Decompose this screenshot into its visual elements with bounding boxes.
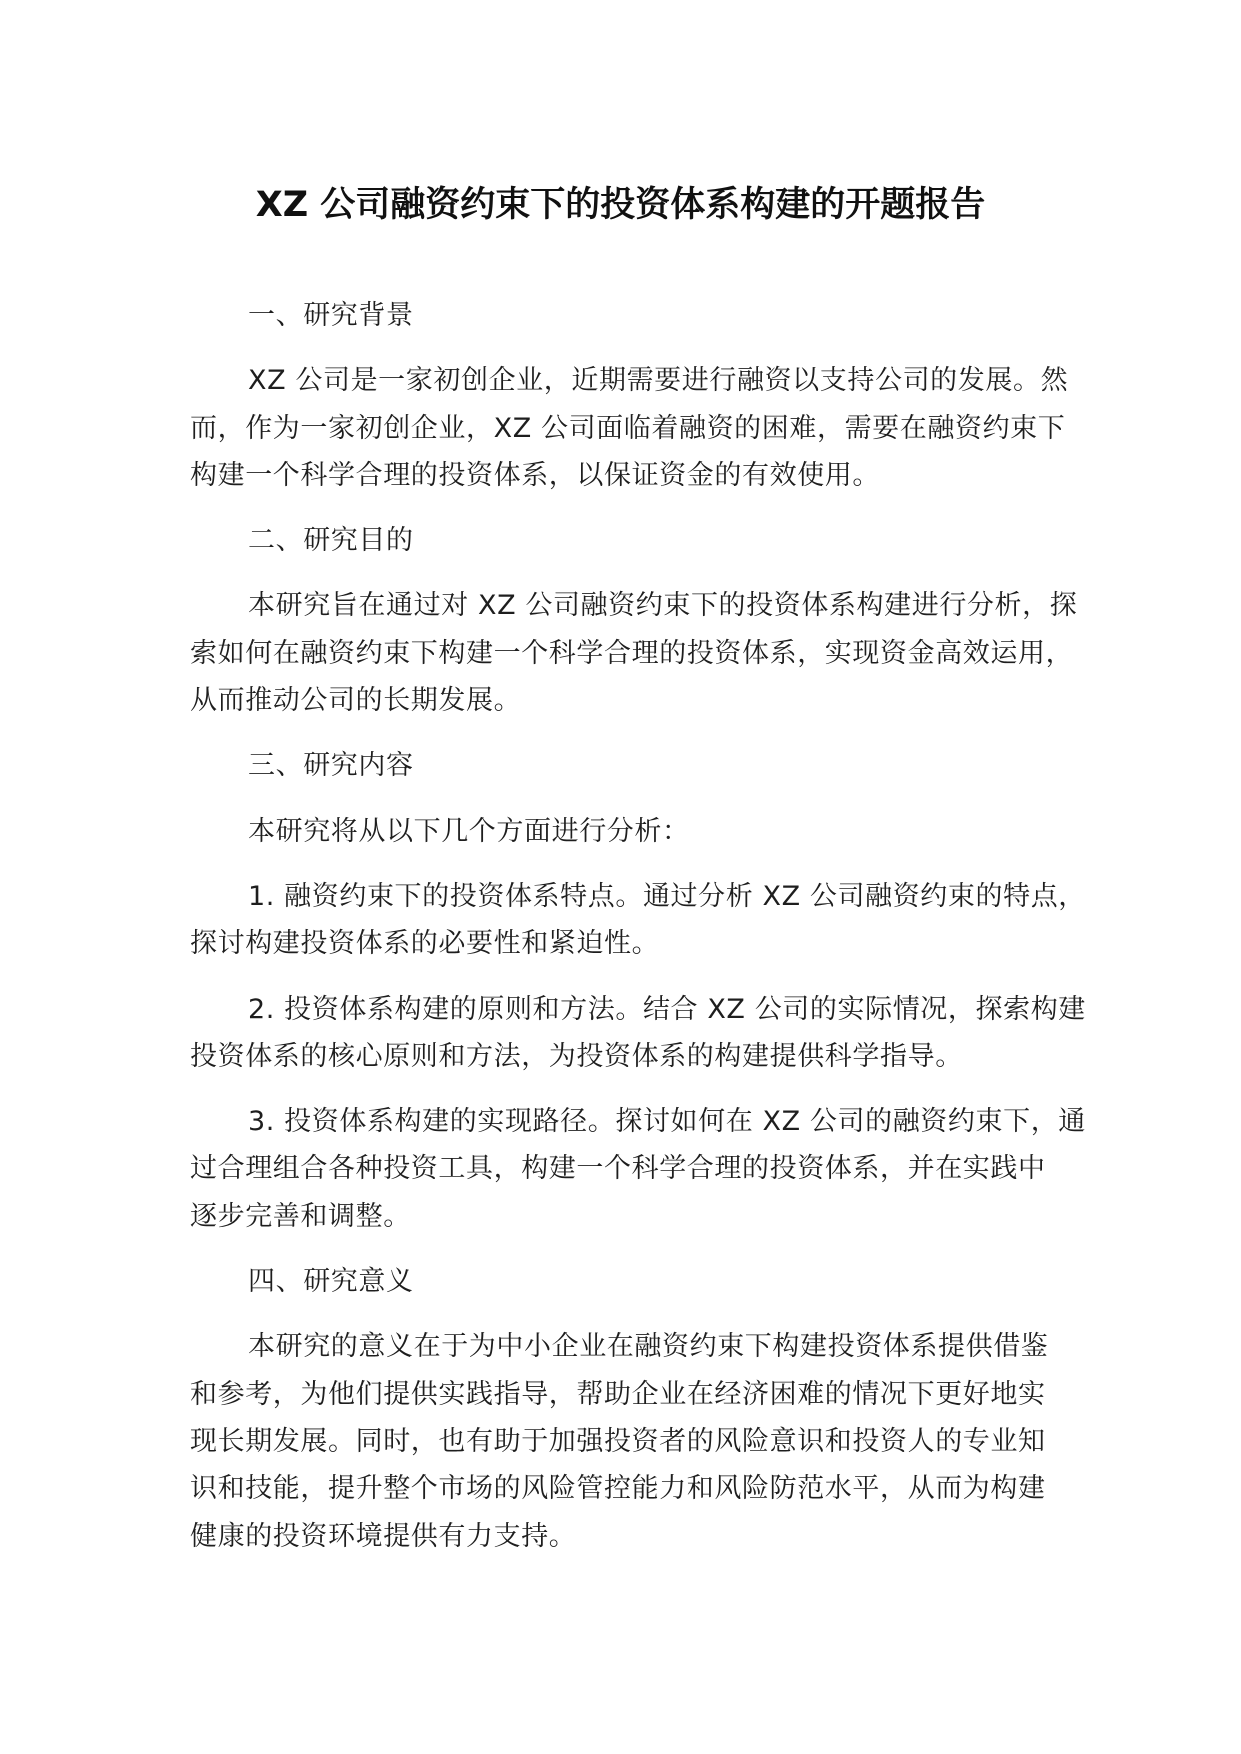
section-heading-text: 三、研究内容: [248, 750, 414, 782]
paragraph-line: 从而推动公司的长期发展。: [190, 685, 522, 717]
paragraph-line: 本研究旨在通过对 XZ 公司融资约束下的投资体系构建进行分析，探: [248, 590, 1078, 622]
paragraph-line: 而，作为一家初创企业，XZ 公司面临着融资的困难，需要在融资约束下: [190, 412, 1066, 444]
paragraph-line: 2. 投资体系构建的原则和方法。结合 XZ 公司的实际情况，探索构建: [248, 993, 1086, 1025]
paragraph-line: 索如何在融资约束下构建一个科学合理的投资体系，实现资金高效运用，: [190, 637, 1074, 669]
list-item: [190, 986, 1150, 1081]
section-heading: [190, 1258, 1150, 1305]
paragraph-line: 构建一个科学合理的投资体系，以保证资金的有效使用。: [190, 459, 880, 491]
paragraph-line: 逐步完善和调整。: [190, 1200, 411, 1232]
list-item: [190, 1098, 1150, 1240]
section-heading-text: 一、研究背景: [248, 300, 414, 331]
section-heading: [190, 517, 1150, 564]
list-item: [190, 873, 1150, 968]
paragraph-line: 健康的投资环境提供有力支持。: [190, 1520, 577, 1552]
paragraph-line: 过合理组合各种投资工具，构建一个科学合理的投资体系，并在实践中: [190, 1153, 1046, 1185]
paragraph-line: 本研究将从以下几个方面进行分析：: [248, 815, 690, 847]
section-heading: [190, 292, 1150, 339]
paragraph-line: 投资体系的核心原则和方法，为投资体系的构建提供科学指导。: [190, 1040, 963, 1072]
paragraph: [190, 357, 1150, 499]
paragraph-line: 本研究的意义在于为中小企业在融资约束下构建投资体系提供借鉴: [248, 1331, 1049, 1363]
section-heading: [190, 742, 1150, 789]
document-body: [190, 292, 1150, 1560]
paragraph-line: 现长期发展。同时，也有助于加强投资者的风险意识和投资人的专业知: [190, 1425, 1046, 1457]
paragraph: [190, 808, 1150, 855]
paragraph: [190, 1323, 1150, 1559]
paragraph-line: 探讨构建投资体系的必要性和紧迫性。: [190, 928, 660, 960]
section-heading-text: 二、研究目的: [248, 525, 414, 557]
document-title: XZ 公司融资约束下的投资体系构建的开题报告: [255, 185, 986, 225]
paragraph-line: 3. 投资体系构建的实现路径。探讨如何在 XZ 公司的融资约束下，通: [248, 1106, 1086, 1138]
paragraph-line: XZ 公司是一家初创企业，近期需要进行融资以支持公司的发展。然: [248, 365, 1069, 397]
paragraph-line: 和参考，为他们提供实践指导，帮助企业在经济困难的情况下更好地实: [190, 1378, 1046, 1410]
section-heading-text: 四、研究意义: [248, 1266, 414, 1298]
paragraph-line: 识和技能，提升整个市场的风险管控能力和风险防范水平，从而为构建: [190, 1473, 1046, 1505]
paragraph: [190, 582, 1150, 724]
paragraph-line: 1. 融资约束下的投资体系特点。通过分析 XZ 公司融资约束的特点，: [248, 880, 1086, 912]
